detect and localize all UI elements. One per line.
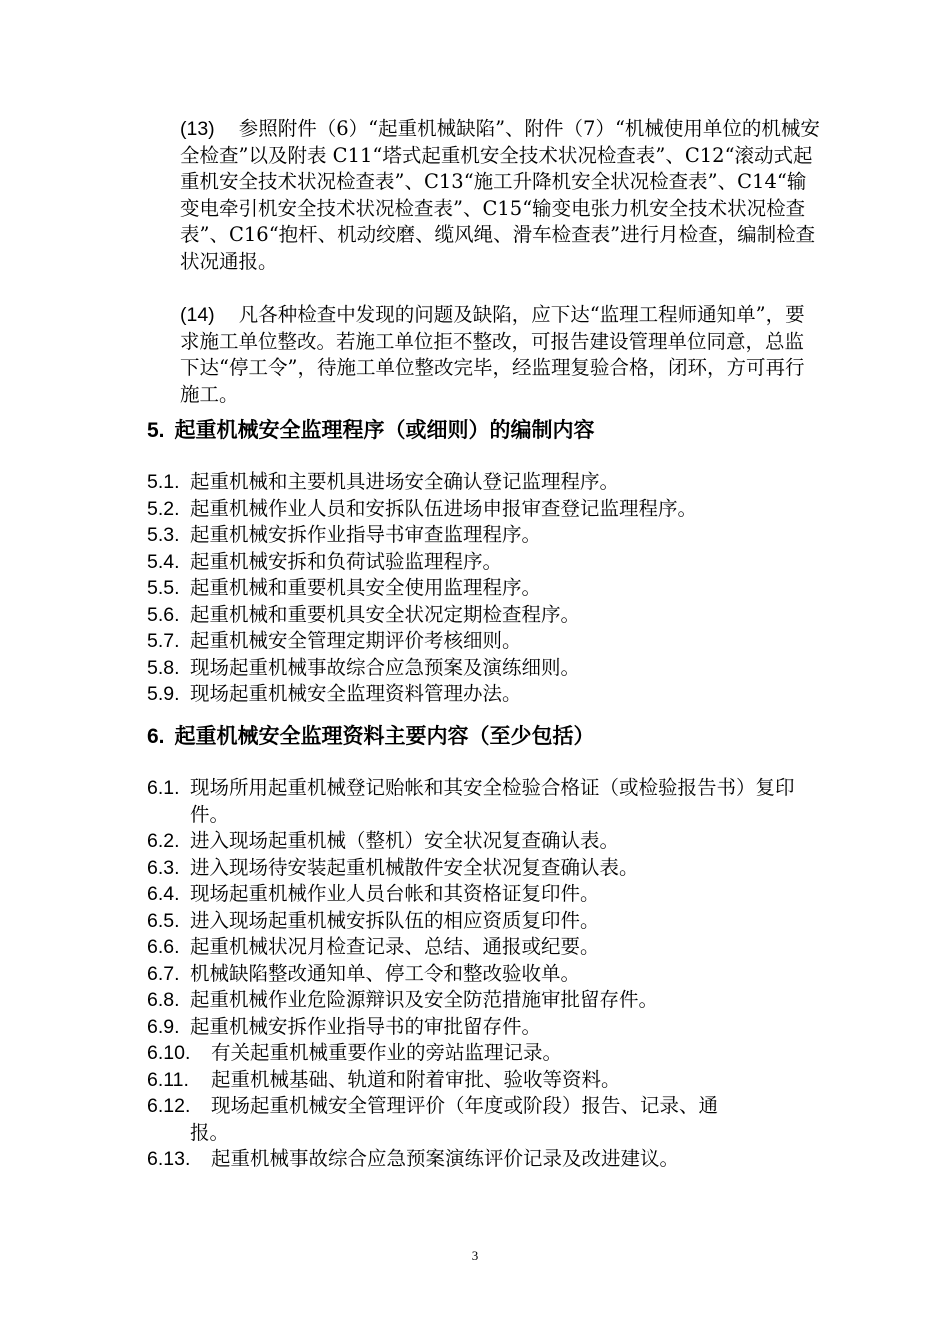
item-number: 6.6.: [147, 936, 180, 958]
list-item: [147, 775, 827, 828]
item-number: 5.3.: [147, 524, 180, 546]
item-text: 起重机械安拆和负荷试验监理程序。: [190, 549, 503, 573]
item-number: 6.11.: [147, 1068, 189, 1091]
list-item: [147, 881, 827, 908]
item-number: 6.12.: [147, 1095, 191, 1117]
paragraph-number: (13): [180, 118, 215, 140]
item-number: 6.9.: [147, 1015, 180, 1038]
list-item: [147, 908, 827, 935]
item-number: 5.6.: [147, 603, 180, 626]
item-number: 6.4.: [147, 883, 180, 905]
list-item: [147, 828, 827, 855]
item-text: 起重机械作业人员和安拆队伍进场申报审查登记监理程序。: [190, 496, 698, 520]
item-text: 有关起重机械重要作业的旁站监理记录。: [211, 1041, 563, 1064]
list-item: [147, 655, 827, 682]
item-text: 现场起重机械作业人员台帐和其资格证复印件。: [190, 882, 600, 905]
item-number: 5.2.: [147, 497, 180, 520]
list-item: [147, 934, 827, 961]
list-item: [147, 987, 827, 1014]
item-text: 进入现场起重机械安拆队伍的相应资质复印件。: [190, 908, 600, 932]
list-item: [147, 1146, 827, 1173]
list-item: [147, 681, 827, 708]
paragraph-text: 凡各种检查中发现的问题及缺陷，应下达“监理工程师通知单”，要求施工单位整改。若施工单位拒不整改，可报告建设管理单位同意，总监下达“停工令”，待施工单位整改完毕，经监理复验合格，闭环，方可再行施工。: [180, 303, 805, 406]
item-text: 现场起重机械安全监理资料管理办法。: [190, 682, 522, 705]
item-text: 起重机械和重要机具安全使用监理程序。: [190, 576, 542, 599]
item-number: 6.3.: [147, 856, 180, 879]
list-item: [147, 575, 827, 602]
section-title: 起重机械安全监理资料主要内容（至少包括）: [174, 723, 595, 748]
paragraph-text: 参照附件（6）“起重机械缺陷”、附件（7）“机械使用单位的机械安全检查”以及附表 C11“塔式起重机安全技术状况检查表”、C12“滚动式起重机安全技术状况检查表”、C13“施工升降机安全状况检查表”、C14“输变电牵引机安全技术状况检查表”、C15“输变电张力机安全技术状况检查表”、C16“抱杆、机动绞磨、缆风绳、滑车检查表”进行月检查，编制检查状况通报。: [180, 117, 820, 273]
item-number: 5.8.: [147, 656, 180, 679]
item-text: 现场起重机械安全管理评价（年度或阶段）报告、记录、通: [211, 1094, 719, 1117]
list-item: [147, 469, 827, 496]
item-text: 进入现场起重机械（整机）安全状况复查确认表。: [190, 829, 620, 852]
list-item: [147, 549, 827, 576]
section-number: 5.: [147, 419, 165, 442]
item-text: 进入现场待安装起重机械散件安全状况复查确认表。: [190, 855, 639, 879]
item-text: 现场起重机械事故综合应急预案及演练细则。: [190, 655, 581, 679]
section-6-list: [147, 775, 827, 1173]
list-item: [147, 855, 827, 882]
item-text: 起重机械和重要机具安全状况定期检查程序。: [190, 602, 581, 626]
list-item: [147, 1040, 827, 1067]
item-number: 5.4.: [147, 550, 180, 573]
section-5-list: [147, 469, 827, 708]
item-text-continuation: 报。: [190, 1120, 230, 1144]
item-number: 5.1.: [147, 471, 180, 493]
list-item: [147, 628, 827, 655]
paragraph-number: (14): [180, 304, 215, 326]
item-number: 6.2.: [147, 830, 180, 852]
item-number: 6.7.: [147, 962, 180, 985]
item-number: 6.1.: [147, 777, 180, 799]
item-number: 5.7.: [147, 630, 180, 652]
item-number: 6.13.: [147, 1148, 191, 1170]
item-text: 起重机械安拆作业指导书的审批留存件。: [190, 1014, 542, 1038]
list-item: [147, 961, 827, 988]
item-text: 起重机械安全管理定期评价考核细则。: [190, 629, 522, 652]
section-number: 6.: [147, 725, 165, 748]
list-item: [147, 1014, 827, 1041]
item-text: 起重机械状况月检查记录、总结、通报或纪要。: [190, 935, 600, 958]
item-text: 现场所用起重机械登记贻帐和其安全检验合格证（或检验报告书）复印件。: [190, 776, 795, 826]
item-number: 6.8.: [147, 989, 180, 1011]
section-6-heading: [147, 722, 595, 751]
list-item: [147, 602, 827, 629]
item-text: 起重机械作业危险源辩识及安全防范措施审批留存件。: [190, 988, 659, 1011]
item-text: 起重机械安拆作业指导书审查监理程序。: [190, 523, 542, 546]
list-item: [147, 1093, 827, 1146]
item-text: 起重机械和主要机具进场安全确认登记监理程序。: [190, 470, 620, 493]
item-number: 6.10.: [147, 1042, 191, 1064]
section-title: 起重机械安全监理程序（或细则）的编制内容: [174, 417, 595, 442]
paragraph-13: [180, 116, 820, 275]
item-text: 机械缺陷整改通知单、停工令和整改验收单。: [190, 961, 581, 985]
section-5-heading: [147, 416, 595, 445]
paragraph-14: [180, 302, 820, 408]
list-item: [147, 1067, 827, 1094]
item-number: 5.5.: [147, 577, 180, 599]
list-item: [147, 522, 827, 549]
list-item: [147, 496, 827, 523]
item-number: 5.9.: [147, 683, 180, 705]
item-text: 起重机械基础、轨道和附着审批、验收等资料。: [211, 1067, 621, 1091]
item-text: 起重机械事故综合应急预案演练评价记录及改进建议。: [211, 1147, 680, 1170]
item-number: 6.5.: [147, 909, 180, 932]
page-number: 3: [471, 1248, 479, 1263]
